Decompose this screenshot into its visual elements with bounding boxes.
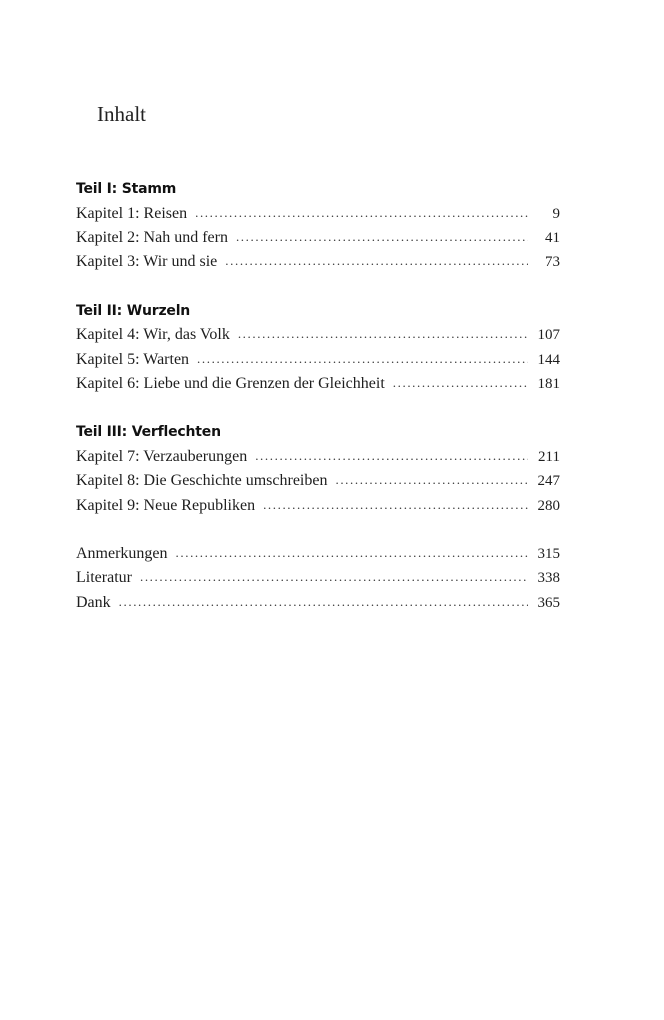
- toc-entry[interactable]: [76, 494, 560, 518]
- page-number: 365: [537, 594, 560, 611]
- entry-label: Kapitel 4: Wir, das Volk: [76, 326, 230, 344]
- toc-entry[interactable]: [76, 323, 560, 347]
- page-number: 280: [537, 497, 560, 514]
- toc-entry[interactable]: [76, 372, 560, 396]
- entry-label: Kapitel 2: Nah und fern: [76, 228, 228, 246]
- toc-entry[interactable]: [76, 348, 560, 372]
- spacer: [76, 275, 560, 299]
- entry-label: Anmerkungen: [76, 545, 168, 563]
- entry-label: Kapitel 6: Liebe und die Grenzen der Gleichheit: [76, 374, 385, 392]
- entry-label: Kapitel 1: Reisen: [76, 204, 188, 222]
- dot-leader: [236, 225, 528, 249]
- part-heading: Teil II: Wurzeln: [76, 302, 191, 319]
- toc-entry[interactable]: [76, 445, 560, 469]
- part-heading: Teil I: Stamm: [76, 181, 177, 197]
- toc-entry[interactable]: [76, 591, 560, 615]
- page-number: 144: [537, 351, 560, 368]
- page-number: 107: [537, 327, 560, 344]
- back-matter: [76, 542, 560, 615]
- dot-leader: [119, 590, 528, 614]
- dot-leader: [393, 371, 528, 395]
- dot-leader: [197, 347, 528, 371]
- page-number: 247: [537, 473, 560, 490]
- part-heading: Teil III: Verflechten: [76, 424, 221, 441]
- page-number: 41: [545, 229, 560, 246]
- dot-leader: [195, 201, 528, 225]
- toc-entry[interactable]: [76, 202, 560, 226]
- table-of-contents: [76, 177, 560, 615]
- entry-label: Kapitel 7: Verzauberungen: [76, 447, 248, 465]
- dot-leader: [140, 565, 528, 589]
- entry-label: Kapitel 3: Wir und sie: [76, 253, 218, 271]
- entry-label: Literatur: [76, 569, 132, 587]
- page-number: 73: [545, 254, 560, 271]
- page-number: 211: [538, 448, 560, 465]
- dot-leader: [238, 322, 528, 346]
- spacer: [76, 518, 560, 542]
- dot-leader: [335, 468, 528, 492]
- toc-entry[interactable]: [76, 250, 560, 274]
- toc-entry[interactable]: [76, 469, 560, 493]
- toc-entry[interactable]: [76, 566, 560, 590]
- dot-leader: [176, 541, 528, 565]
- toc-entry[interactable]: [76, 226, 560, 250]
- entry-label: Kapitel 8: Die Geschichte umschreiben: [76, 472, 328, 490]
- part-3: [76, 420, 560, 518]
- entry-label: Dank: [76, 593, 111, 611]
- page-number: 315: [537, 546, 560, 563]
- spacer: [76, 396, 560, 420]
- toc-entry[interactable]: [76, 542, 560, 566]
- entry-label: Kapitel 9: Neue Republiken: [76, 496, 256, 514]
- page-title: Inhalt: [97, 102, 146, 126]
- dot-leader: [225, 249, 528, 273]
- part-1: [76, 177, 560, 275]
- page-number: 338: [537, 570, 560, 587]
- page-number: 9: [552, 205, 560, 222]
- page-number: 181: [537, 375, 560, 392]
- dot-leader: [263, 493, 528, 517]
- dot-leader: [255, 444, 528, 468]
- entry-label: Kapitel 5: Warten: [76, 350, 190, 368]
- part-2: [76, 299, 560, 397]
